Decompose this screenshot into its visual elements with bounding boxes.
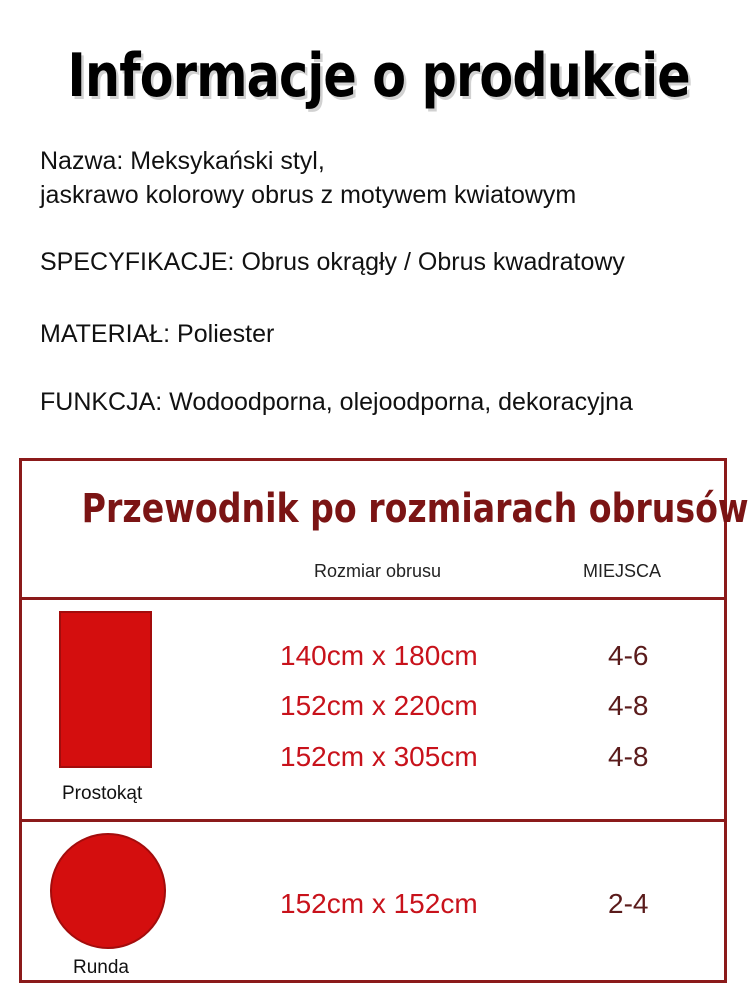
rectangle-label: Prostokąt	[62, 783, 143, 804]
header-divider	[22, 597, 724, 600]
rectangle-seats-2: 4-8	[608, 690, 649, 721]
column-header-size: Rozmiar obrusu	[314, 561, 442, 581]
row-divider	[22, 819, 724, 822]
rectangle-size-1: 140cm x 180cm	[280, 640, 478, 671]
round-label: Runda	[73, 957, 129, 978]
material-line: MATERIAŁ: Poliester	[40, 320, 275, 348]
rectangle-size-2: 152cm x 220cm	[280, 690, 478, 721]
rectangle-tablecloth-icon	[59, 611, 152, 768]
product-name-line-1: Nazwa: Meksykański styl,	[40, 147, 325, 175]
column-header-seats: MIEJSCA	[583, 561, 662, 581]
size-guide-table	[19, 458, 749, 983]
function-line: FUNKCJA: Wodoodporna, olejoodporna, dekoracyjna	[40, 388, 633, 416]
page-title: Informacje o produkcie	[67, 41, 690, 111]
round-size-1: 152cm x 152cm	[280, 888, 478, 919]
rectangle-size-3: 152cm x 305cm	[280, 741, 478, 772]
round-seats-1: 2-4	[608, 888, 649, 919]
round-tablecloth-icon	[50, 833, 166, 949]
rectangle-seats-3: 4-8	[608, 741, 649, 772]
product-name-line-2: jaskrawo kolorowy obrus z motywem kwiatowym	[40, 181, 577, 209]
specifications-line: SPECYFIKACJE: Obrus okrągły / Obrus kwadratowy	[40, 248, 625, 276]
rectangle-seats-1: 4-6	[608, 640, 649, 671]
size-guide-title: Przewodnik po rozmiarach obrusów	[81, 486, 749, 532]
